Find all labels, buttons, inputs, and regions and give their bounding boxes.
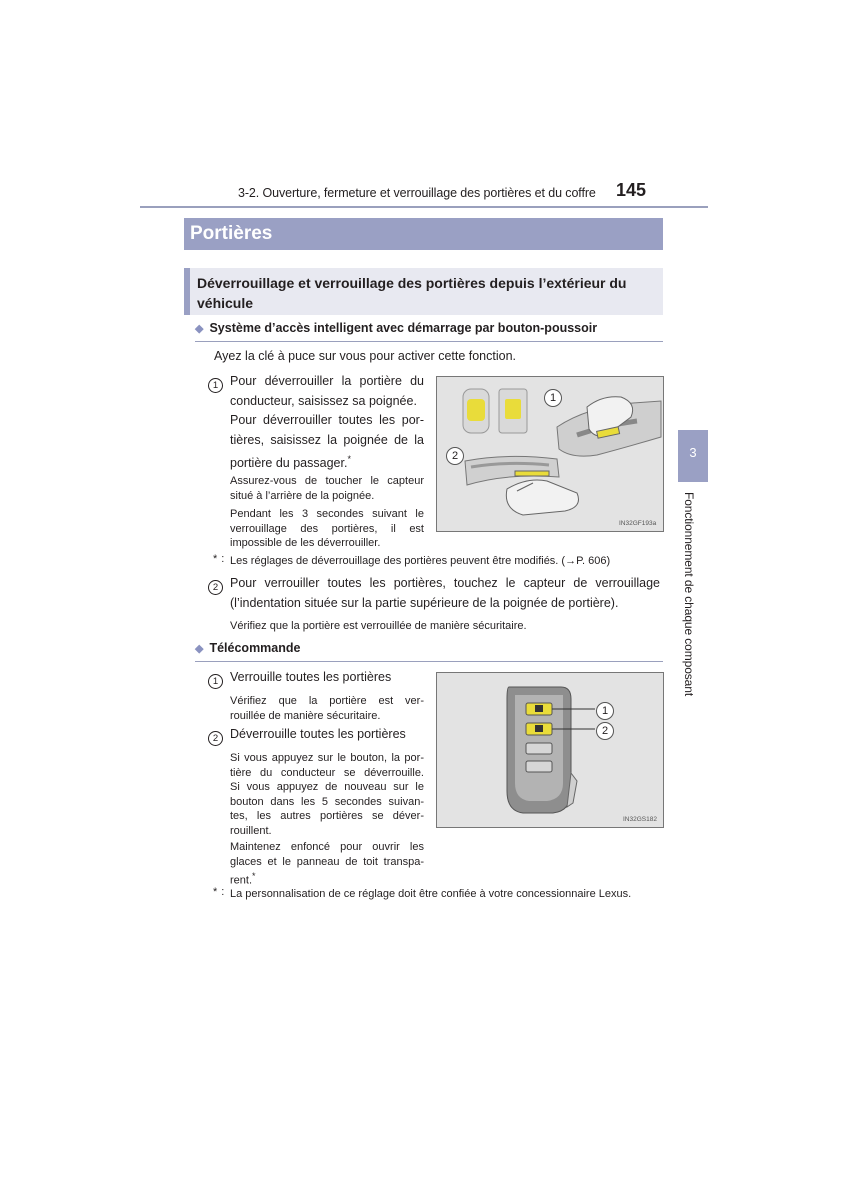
page-number: 145 bbox=[616, 180, 647, 200]
remote-item2-text: Déverrouille toutes les portières bbox=[230, 727, 406, 741]
section2-heading: ◆ Télécommande bbox=[195, 641, 301, 655]
header-rule bbox=[140, 206, 708, 208]
chapter-tab-number: 3 bbox=[689, 445, 697, 460]
chapter-tab bbox=[678, 430, 708, 482]
section1-footnote-mark: * : bbox=[213, 553, 225, 565]
chapter-tab-label: Fonctionnement de chaque composant bbox=[682, 492, 696, 697]
section1-intro: Ayez la clé à puce sur vous pour activer cette fonction. bbox=[214, 349, 517, 363]
subtitle: Déverrouillage et verrouillage des portières depuis l’extérieur du véhicule bbox=[197, 275, 627, 311]
remote-item1-text: Verrouille toutes les portières bbox=[230, 670, 392, 684]
section1-footnote: Les réglages de déverrouillage des portières peuvent être modifiés. (→P. 606) bbox=[230, 555, 611, 567]
item1-text: Pour déverrouiller la portière du conducteur, saisissez sa poignée. Pour déverrouiller toutes les por- tières, saisissez la poignée de la portière du passager.* bbox=[230, 374, 424, 471]
remote-item2-number: 2 bbox=[208, 728, 223, 746]
remote-item1-note: Vérifiez que la portière est ver- rouillée de manière sécuritaire. bbox=[230, 695, 424, 722]
page-title: Portières bbox=[190, 223, 273, 244]
item2-text: Pour verrouiller toutes les portières, touchez le capteur de verrouillage (l’indentation située sur la partie supérieure de la poignée de portière). bbox=[230, 576, 660, 610]
subtitle-bar bbox=[184, 268, 663, 315]
door-handle-illustration bbox=[436, 376, 664, 532]
section2-rule bbox=[195, 661, 663, 662]
section1-rule bbox=[195, 341, 663, 342]
remote-item2-note-a: Si vous appuyez sur le bouton, la por- tière du conducteur se déverrouille. Si vous appuyez de nouveau sur le bouton dans les 5 secondes suivan- tes, les autres portières se déver- rouillent. bbox=[230, 752, 424, 837]
item1-number: 1 bbox=[208, 375, 223, 393]
figure2-id: IN32GS182 bbox=[623, 816, 657, 823]
figure1-callout-2: 2 bbox=[446, 446, 464, 465]
item1-note1: Assurez-vous de toucher le capteur situé à l’arrière de la poignée. bbox=[230, 475, 424, 502]
section1-heading: ◆ Système d’accès intelligent avec démarrage par bouton-poussoir bbox=[195, 321, 598, 335]
chapter-title: 3-2. Ouverture, fermeture et verrouillage des portières et du coffre bbox=[238, 186, 596, 200]
item2-number: 2 bbox=[208, 577, 223, 595]
figure1-id: IN32GF193a bbox=[619, 520, 657, 527]
figure1-callout-1: 1 bbox=[544, 388, 562, 407]
remote-key-illustration bbox=[436, 672, 664, 828]
diamond-icon: ◆ bbox=[195, 643, 204, 655]
page-title-bar bbox=[184, 218, 663, 250]
remote-item1-number: 1 bbox=[208, 671, 223, 689]
figure2-callout-1: 1 bbox=[596, 701, 614, 720]
item1-note2: Pendant les 3 secondes suivant le verrouillage des portières, il est impossible de les déverrouiller. bbox=[230, 508, 424, 549]
diamond-icon: ◆ bbox=[195, 323, 204, 335]
remote-key-drawing bbox=[437, 673, 663, 827]
section2-footnote: La personnalisation de ce réglage doit être confiée à votre concessionnaire Lexus. bbox=[230, 888, 632, 900]
figure2-callout-2: 2 bbox=[596, 721, 614, 740]
remote-item2-note-b: Maintenez enfoncé pour ouvrir les glaces et le panneau de toit transpa- rent.* bbox=[230, 841, 424, 887]
item2-note: Vérifiez que la portière est verrouillée de manière sécuritaire. bbox=[230, 620, 527, 632]
section2-footnote-mark: * : bbox=[213, 886, 225, 898]
